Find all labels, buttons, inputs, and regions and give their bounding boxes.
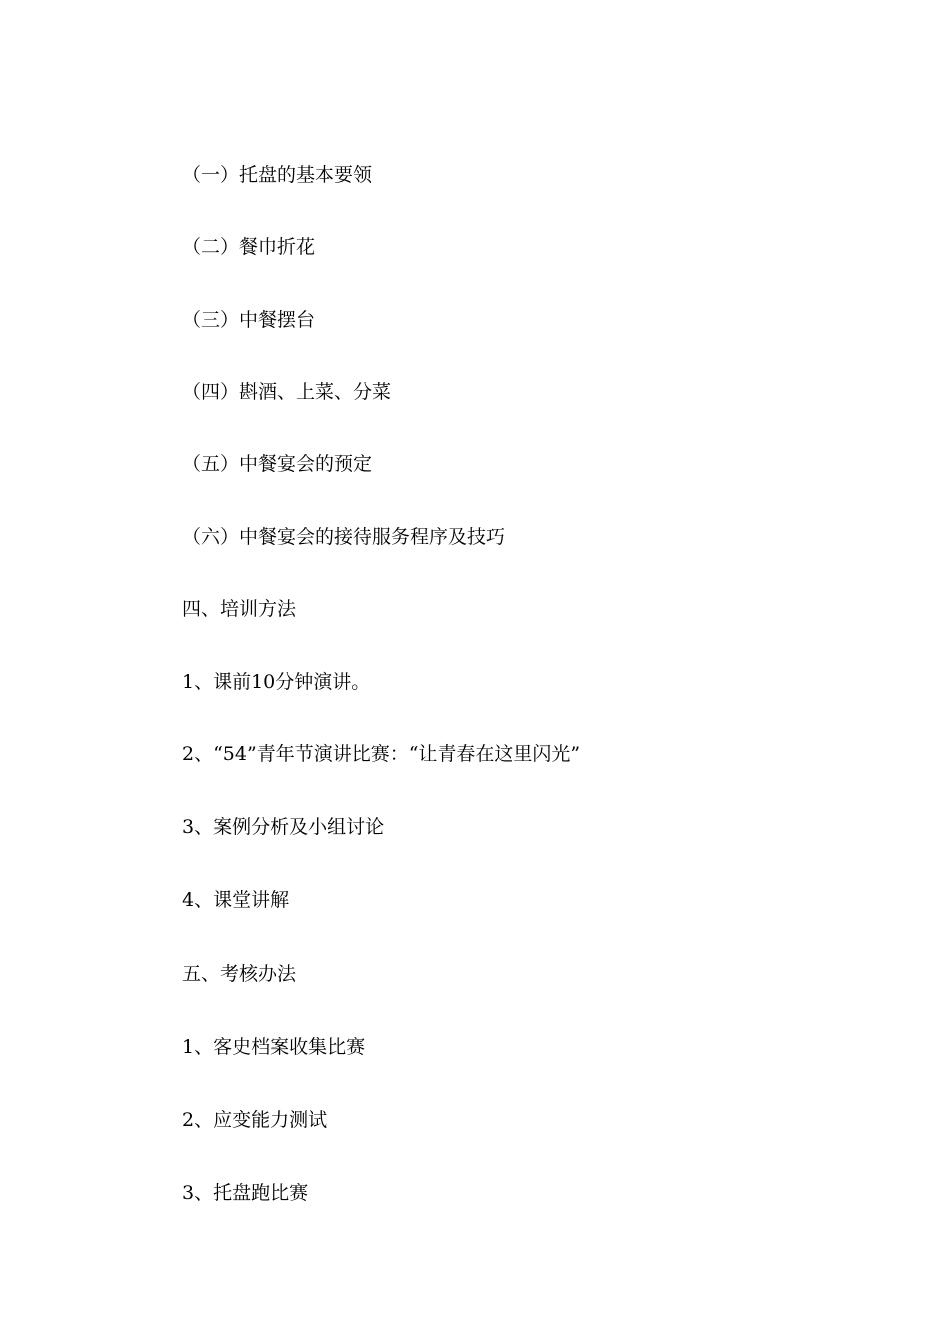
item-banquet-booking: （五）中餐宴会的预定	[182, 453, 373, 475]
item-napkin-folding: （二）餐巾折花	[182, 236, 316, 258]
method-classroom-lecture: 4、课堂讲解	[182, 889, 290, 911]
assessment-adaptability-test: 2、应变能力测试	[182, 1109, 328, 1131]
item-wine-and-dish-service: （四）斟酒、上菜、分菜	[182, 381, 392, 403]
assessment-guest-records-contest: 1、客史档案收集比赛	[182, 1036, 366, 1058]
assessment-tray-race: 3、托盘跑比赛	[182, 1182, 309, 1204]
item-banquet-service-procedure: （六）中餐宴会的接待服务程序及技巧	[182, 526, 506, 548]
item-tray-basics: （一）托盘的基本要领	[182, 164, 373, 186]
section-heading-training-methods: 四、培训方法	[182, 598, 297, 620]
method-youth-day-speech-contest: 2、“54”青年节演讲比赛：“让青春在这里闪光”	[182, 743, 581, 765]
method-pre-class-speech: 1、课前10分钟演讲。	[182, 671, 371, 693]
method-case-analysis: 3、案例分析及小组讨论	[182, 816, 385, 838]
item-chinese-table-setting: （三）中餐摆台	[182, 309, 316, 331]
section-heading-assessment: 五、考核办法	[182, 963, 297, 985]
